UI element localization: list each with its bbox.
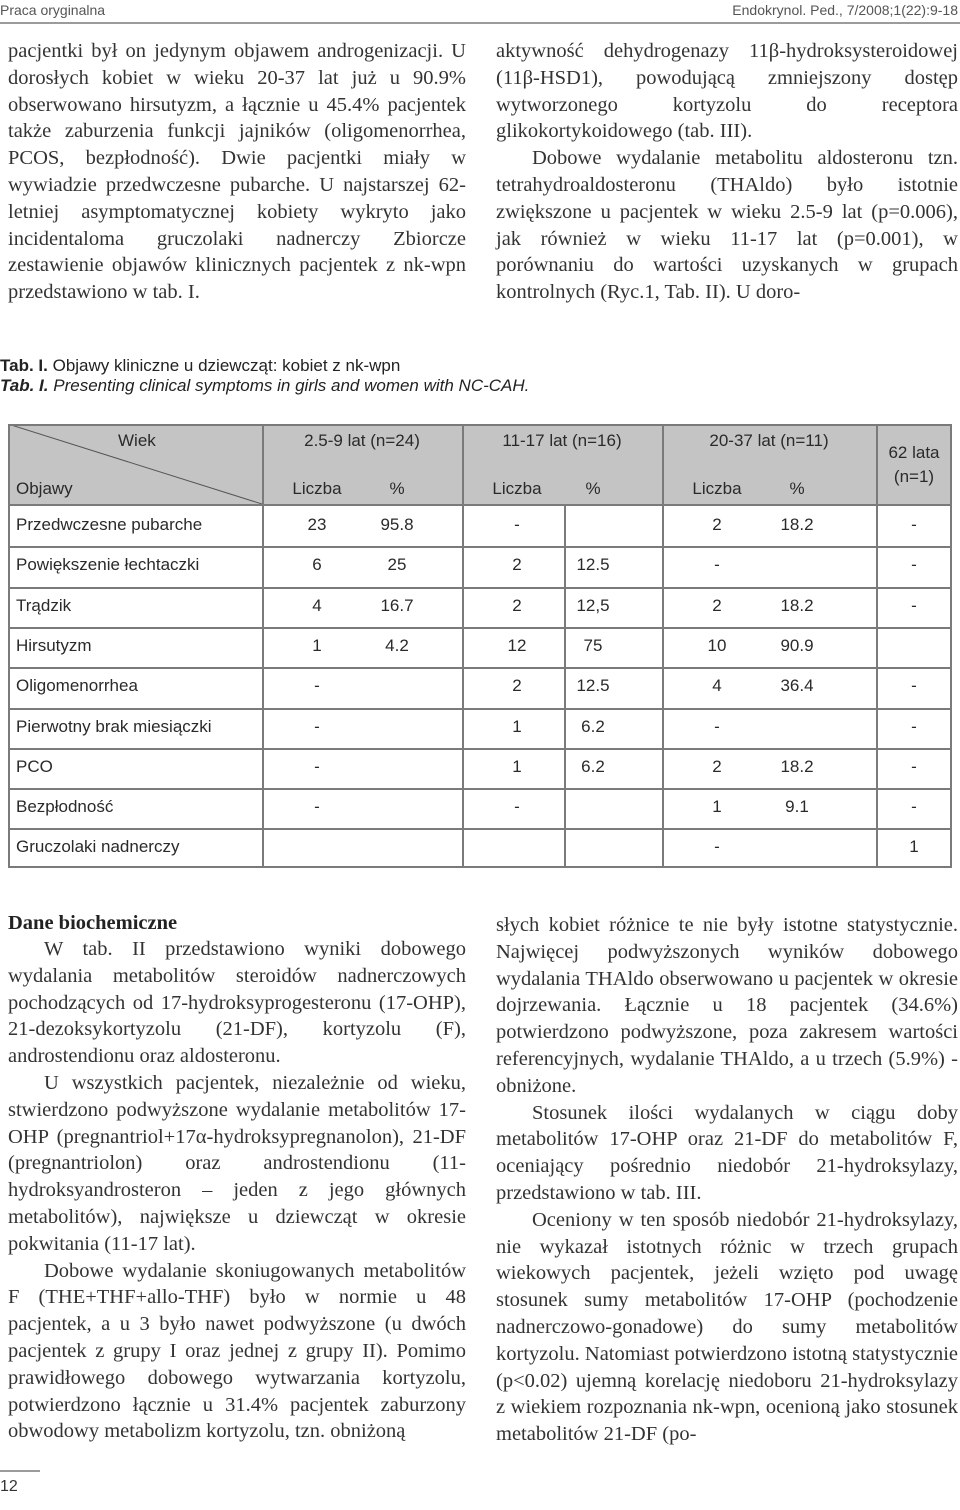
table-cell: - (911, 797, 917, 817)
caption-english-text: Presenting clinical symptoms in girls and women with NC-CAH. (53, 376, 530, 395)
table-cell: 10 (707, 635, 727, 655)
table-cell: 23 (307, 515, 327, 534)
table-cell: 1 (512, 756, 522, 776)
top-left-column (8, 38, 466, 306)
table-row-rule (8, 708, 952, 710)
table-cell: - (911, 756, 917, 776)
header-count-3: Liczba (692, 479, 742, 498)
table-cell: - (314, 756, 320, 776)
table-row-rule (8, 788, 952, 790)
page-number-rule (0, 1470, 40, 1472)
row-label: Bezpłodność (16, 797, 114, 817)
header-age-label: Wiek (118, 431, 156, 450)
row-label: Gruczolaki nadnerczy (16, 837, 180, 857)
table-cell: 6.2 (581, 716, 605, 736)
bottom-right-paragraph-3: Oceniony w ten sposób niedobór 21-hydroksylazy, nie wykazał istotnych różnic w trzech grupach wiekowych pacjentek, jeżeli wzięto pod uwagę stosunek sumy metabolitów 17-OHP (pochodzenie nadnerczowo-gonadowe) do sumy metabolitów kortyzolu. Natomiast potwierdzono istotną statystycznie (p<0.02) ujemną korelację niedoboru 21-hydroksylazy z wiekiem rozpoznania nk-wpn, ocenioną jako stosunek metabolitów 21-DF (po- (496, 1208, 958, 1446)
table-cell: - (911, 515, 917, 534)
header-group-4-line1: 62 lata (888, 443, 940, 462)
table-cell: 18.2 (780, 756, 814, 776)
row-label: Powiększenie łechtaczki (16, 555, 200, 575)
header-section-label: Praca oryginalna (0, 2, 106, 18)
table-cell: - (714, 555, 720, 575)
table-cell: 12,5 (576, 595, 610, 615)
table-cell: 12 (507, 635, 527, 655)
header-group-4-line2: (n=1) (893, 467, 935, 486)
row-label: Pierwotny brak miesiączki (16, 716, 212, 736)
table-cell: 18.2 (780, 515, 814, 534)
row-label: Trądzik (16, 595, 72, 615)
header-count-2: Liczba (492, 479, 542, 498)
caption-english-label: Tab. I. (0, 376, 49, 395)
table-cell: 12.5 (576, 676, 610, 696)
table-cell: 1 (712, 797, 722, 817)
table-cell: - (514, 515, 520, 534)
table-cell: 1 (312, 635, 322, 655)
table-cell: 1 (512, 716, 522, 736)
table-cell: - (714, 837, 720, 857)
bottom-right-column (496, 912, 958, 1448)
table-row-rule (8, 748, 952, 750)
bottom-left-paragraph-2: U wszystkich pacjentek, niezależnie od wieku, stwierdzono podwyższone wydalanie metabolitów 17-OHP (pregnantriol+17α-hydroksypregnanolon), 21-DF (pregnantriolon) oraz androstendionu (11-hydroksyandrosteron – jeden z jego głównych metabolitów), największe u dziewcząt w okresie pokwitania (11-17 lat). (8, 1071, 466, 1255)
header-group-3: 20-37 lat (n=11) (709, 431, 829, 450)
table-cell: - (911, 595, 917, 615)
header-symptoms-label: Objawy (16, 479, 73, 498)
row-label: Przedwczesne pubarche (16, 515, 203, 534)
top-right-paragraph-1: aktywność dehydrogenazy 11β-hydroksysteroidowej (11β-HSD1), powodującą zmniejszony dostęp wytworzonego kortyzolu do receptora glikokortykoidowego (tab. III). (496, 40, 958, 143)
table-cell: 16.7 (380, 595, 414, 615)
table-cell: 18.2 (780, 595, 814, 615)
header-group-2: 11-17 lat (n=16) (502, 431, 622, 450)
table-column-rule (8, 424, 10, 868)
header-rule (0, 22, 960, 24)
table-cell: - (911, 716, 917, 736)
table-cell: 2 (512, 555, 522, 575)
top-left-paragraph: pacjentki był on jedynym objawem androgenizacji. U dorosłych kobiet w wieku 20-37 lat już u 90.9% obserwowano hirsutyzm, a łącznie u 45.4% pacjentek także zaburzenia funkcji jajników (oligomenorrhea, PCOS, bezpłodność). Dwie pacjentki miały w wywiadzie przedwczesne pubarche. U najstarszej 62-letniej asymptomatycznej kobiety wykryto jako incidentaloma gruczolaki nadnerczy Zbiorcze zestawienie objawów klinicznych pacjentek z nk-wpn przedstawiono w tab. I. (8, 40, 466, 304)
table-cell: - (314, 676, 320, 696)
table-row-rule (8, 828, 952, 830)
table-cell: 12.5 (576, 555, 610, 575)
symptoms-table (8, 424, 952, 868)
table-cell: 4.2 (385, 635, 409, 655)
row-label: PCO (16, 756, 53, 776)
header-journal-citation: Endokrynol. Ped., 7/2008;1(22):9-18 (732, 2, 958, 18)
row-label: Hirsutyzm (16, 635, 92, 655)
table-cell: 90.9 (780, 635, 814, 655)
running-header (0, 0, 960, 24)
table-cell: - (314, 716, 320, 736)
header-count-1: Liczba (292, 479, 342, 498)
table-cell: - (314, 797, 320, 817)
table-cell: 2 (512, 676, 522, 696)
table-cell: - (911, 676, 917, 696)
page-number: 12 (0, 1478, 18, 1495)
bottom-left-paragraph-1: W tab. II przedstawiono wyniki dobowego wydalania metabolitów steroidów nadnerczowych pochodzących od 17-hydroksyprogesteronu (17-OHP), 21-dezoksykortyzolu (21-DF), kortyzolu (F), androstendionu oraz aldosteronu. (8, 938, 466, 1068)
section-heading: Dane biochemiczne (8, 912, 178, 934)
table-row-rule (8, 424, 952, 426)
table-row-rule (8, 667, 952, 669)
table-cell: 2 (712, 515, 722, 534)
table-cell: - (514, 797, 520, 817)
bottom-left-column (8, 910, 466, 1445)
table-cell: 1 (909, 837, 919, 857)
table-caption (0, 356, 529, 396)
table-row-rule (8, 504, 952, 506)
top-right-paragraph-2: Dobowe wydalanie metabolitu aldosteronu tzn. tetrahydroaldosteronu (THAldo) było istotnie zwiększone u pacjentek w wieku 2.5-9 lat (p=0.006), jak również w wieku 11-17 lat (p=0.001), w porównaniu do wartości uzyskanych w grupach kontrolnych (Ryc.1, Tab. II). U doro- (496, 147, 958, 304)
table-cell: 6.2 (581, 756, 605, 776)
bottom-right-paragraph-1: słych kobiet różnice te nie były istotne statystycznie. Najwięcej podwyższonych wyników dobowego wydalania THAldo obserwowano u pacjentek w okresie dojrzewania. Łącznie u 18 pacjentek (34.6%) potwierdzono podwyższone, poza zakresem wartości referencyjnych, wydalanie THAldo, a u trzech (5.9%) - obniżone. (496, 914, 958, 1097)
table-cell: 95.8 (380, 515, 414, 534)
row-label: Oligomenorrhea (16, 676, 138, 696)
table-cell: 2 (712, 756, 722, 776)
table-cell: 36.4 (780, 676, 814, 696)
caption-english (0, 376, 529, 396)
table-cell: 4 (312, 595, 322, 615)
bottom-right-paragraph-2: Stosunek ilości wydalanych w ciągu doby metabolitów 17-OHP oraz 21-DF do metabolitów F, oceniający pośrednio niedobór 21-hydroksylazy, przedstawiono w tab. III. (496, 1101, 958, 1204)
table-cell: 6 (312, 555, 322, 575)
table-cell: - (911, 555, 917, 575)
table-cell: 75 (583, 635, 603, 655)
header-percent-3: % (789, 479, 805, 498)
header-percent-2: % (585, 479, 601, 498)
table-cell: 2 (512, 595, 522, 615)
table-cell: 4 (712, 676, 722, 696)
caption-polish-text: Objawy kliniczne u dziewcząt: kobiet z nk-wpn (52, 356, 401, 375)
header-percent-1: % (389, 479, 405, 498)
table-cell: 2 (712, 595, 722, 615)
table-cell: 9.1 (785, 797, 809, 817)
table-row-rule (8, 627, 952, 629)
top-right-column (496, 38, 958, 306)
header-group-1: 2.5-9 lat (n=24) (304, 431, 420, 450)
bottom-left-paragraph-3: Dobowe wydalanie skoniugowanych metabolitów F (THE+THF+allo-THF) było w normie u 48 pacjentek, a u 3 było nawet podwyższone (u dwóch pacjentek z grupy I oraz jednej z grupy II). Pomimo prawidłowego dobowego wytwarzania kortyzolu, potwierdzono łącznie u 31.4% pacjentek zaburzony obwodowy metabolizm kortyzolu, tzn. obniżoną (8, 1259, 466, 1443)
table-cell: 25 (387, 555, 407, 575)
caption-polish-label: Tab. I. (0, 356, 48, 375)
table-row-rule (8, 546, 952, 548)
table-cell: - (714, 716, 720, 736)
table-row-rule (8, 587, 952, 589)
table-row-rule (8, 866, 952, 868)
caption-polish (0, 356, 529, 376)
